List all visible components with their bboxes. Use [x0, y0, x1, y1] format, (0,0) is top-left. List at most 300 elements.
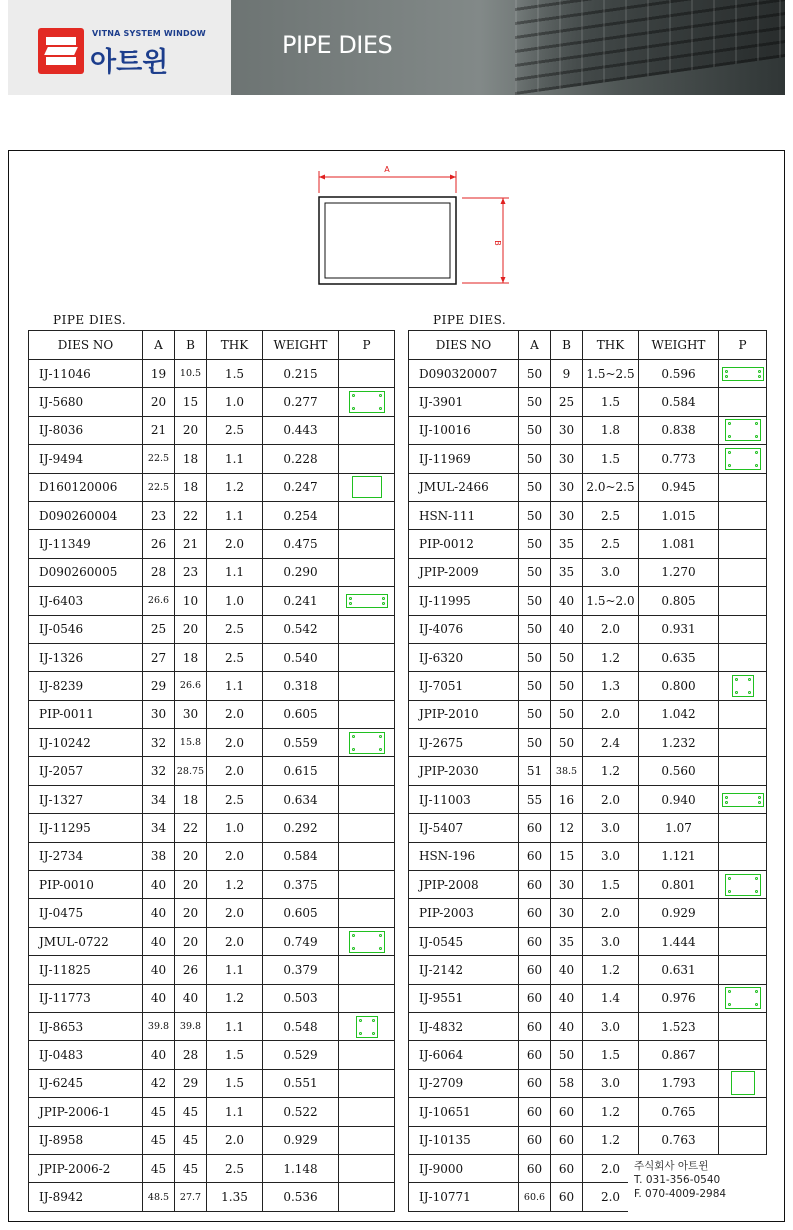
profile-cell: [339, 643, 395, 671]
dies-no-cell: IJ-2709: [409, 1069, 519, 1097]
logo-subtitle: VITNA SYSTEM WINDOW: [92, 29, 206, 38]
weight-cell: 1.270: [639, 558, 719, 586]
b-cell: 50: [551, 643, 583, 671]
weight-cell: 0.443: [263, 416, 339, 444]
table-row: [29, 360, 395, 388]
table-row: [409, 899, 767, 927]
pipe-dimension-diagram: [314, 161, 514, 286]
thk-cell: 2.0~2.5: [583, 473, 639, 501]
a-cell: 60: [519, 927, 551, 955]
a-cell: 60.6: [519, 1183, 551, 1211]
a-cell: 60: [519, 814, 551, 842]
a-cell: 27: [143, 643, 175, 671]
weight-cell: 0.584: [263, 842, 339, 870]
dies-no-cell: IJ-11825: [29, 956, 143, 984]
table-row: [409, 615, 767, 643]
weight-cell: 0.596: [639, 360, 719, 388]
a-cell: 60: [519, 1098, 551, 1126]
table-row: [29, 1041, 395, 1069]
pipe-profile-icon: [349, 931, 385, 953]
thk-cell: 2.0: [583, 700, 639, 728]
a-cell: 22.5: [143, 473, 175, 501]
b-cell: 30: [551, 445, 583, 473]
thk-cell: 2.5: [583, 501, 639, 529]
table-row: [29, 1183, 395, 1211]
weight-cell: 0.548: [263, 1012, 339, 1040]
b-cell: 40: [551, 615, 583, 643]
header-a: A: [143, 331, 175, 360]
table-row: [409, 785, 767, 813]
thk-cell: 2.0: [207, 757, 263, 785]
dies-no-cell: IJ-6245: [29, 1069, 143, 1097]
a-cell: 40: [143, 927, 175, 955]
thk-cell: 2.0: [207, 842, 263, 870]
header-dies-no: DIES NO: [409, 331, 519, 360]
thk-cell: 2.0: [583, 899, 639, 927]
dies-no-cell: D090320007: [409, 360, 519, 388]
b-cell: 20: [175, 871, 207, 899]
profile-cell: [719, 1041, 767, 1069]
thk-cell: 2.0: [207, 729, 263, 757]
company-name: 주식회사 아트윈: [634, 1160, 709, 1172]
thk-cell: 1.2: [207, 473, 263, 501]
b-cell: 50: [551, 729, 583, 757]
header-thk: THK: [583, 331, 639, 360]
thk-cell: 1.1: [207, 956, 263, 984]
table-row: [29, 956, 395, 984]
company-contact: [628, 1155, 768, 1215]
table-row: [409, 643, 767, 671]
table-row: [29, 530, 395, 558]
table-row: [409, 1069, 767, 1097]
table-row: [409, 871, 767, 899]
b-cell: 15: [551, 842, 583, 870]
dies-no-cell: IJ-11349: [29, 530, 143, 558]
dies-no-cell: IJ-6320: [409, 643, 519, 671]
weight-cell: 0.379: [263, 956, 339, 984]
b-cell: 10: [175, 587, 207, 615]
a-cell: 32: [143, 729, 175, 757]
a-cell: 50: [519, 473, 551, 501]
a-cell: 60: [519, 1069, 551, 1097]
weight-cell: 1.793: [639, 1069, 719, 1097]
profile-cell: [339, 530, 395, 558]
b-cell: 15: [175, 388, 207, 416]
weight-cell: 0.801: [639, 871, 719, 899]
profile-cell: [339, 814, 395, 842]
profile-cell: [719, 643, 767, 671]
table-row: [29, 1012, 395, 1040]
weight-cell: 0.529: [263, 1041, 339, 1069]
a-cell: 50: [519, 558, 551, 586]
weight-cell: 0.536: [263, 1183, 339, 1211]
thk-cell: 1.2: [583, 1126, 639, 1154]
a-cell: 50: [519, 615, 551, 643]
a-cell: 50: [519, 587, 551, 615]
dies-no-cell: JPIP-2010: [409, 700, 519, 728]
a-cell: 50: [519, 416, 551, 444]
weight-cell: 1.081: [639, 530, 719, 558]
thk-cell: 2.0: [207, 1126, 263, 1154]
weight-cell: 0.542: [263, 615, 339, 643]
weight-cell: 0.318: [263, 672, 339, 700]
thk-cell: 1.2: [583, 757, 639, 785]
weight-cell: 1.042: [639, 700, 719, 728]
dies-no-cell: D090260005: [29, 558, 143, 586]
dies-no-cell: PIP-2003: [409, 899, 519, 927]
thk-cell: 2.0: [583, 1154, 639, 1182]
thk-cell: 2.0: [207, 927, 263, 955]
b-cell: 26: [175, 956, 207, 984]
table-row: [29, 757, 395, 785]
b-cell: 30: [551, 501, 583, 529]
a-cell: 42: [143, 1069, 175, 1097]
thk-cell: 2.0: [207, 899, 263, 927]
table-row: [409, 1012, 767, 1040]
profile-cell: [719, 672, 767, 700]
pipe-profile-icon: [725, 448, 761, 470]
dies-no-cell: IJ-4832: [409, 1012, 519, 1040]
pipe-profile-icon: [356, 1016, 378, 1038]
thk-cell: 1.5: [207, 1069, 263, 1097]
profile-cell: [339, 587, 395, 615]
profile-cell: [719, 416, 767, 444]
profile-cell: [719, 587, 767, 615]
a-cell: 60: [519, 1126, 551, 1154]
a-cell: 50: [519, 388, 551, 416]
thk-cell: 1.1: [207, 501, 263, 529]
dies-no-cell: D090260004: [29, 501, 143, 529]
dies-no-cell: JPIP-2030: [409, 757, 519, 785]
banner: [231, 0, 785, 95]
a-cell: 60: [519, 842, 551, 870]
dies-no-cell: IJ-11046: [29, 360, 143, 388]
profile-cell: [719, 899, 767, 927]
table-row: [409, 672, 767, 700]
pipe-profile-icon: [732, 675, 754, 697]
thk-cell: 1.35: [207, 1183, 263, 1211]
a-cell: 50: [519, 672, 551, 700]
profile-cell: [339, 785, 395, 813]
profile-cell: [719, 984, 767, 1012]
b-cell: 60: [551, 1154, 583, 1182]
thk-cell: 3.0: [583, 558, 639, 586]
thk-cell: 1.0: [207, 814, 263, 842]
table-row: [409, 729, 767, 757]
profile-cell: [719, 1126, 767, 1154]
thk-cell: 3.0: [583, 1069, 639, 1097]
profile-cell: [339, 473, 395, 501]
b-cell: 12: [551, 814, 583, 842]
table-row: [29, 700, 395, 728]
dies-no-cell: IJ-3901: [409, 388, 519, 416]
a-cell: 60: [519, 984, 551, 1012]
dies-no-cell: IJ-2734: [29, 842, 143, 870]
dies-no-cell: IJ-0483: [29, 1041, 143, 1069]
table-row: [29, 558, 395, 586]
weight-cell: 0.976: [639, 984, 719, 1012]
profile-cell: [339, 871, 395, 899]
dies-no-cell: IJ-1327: [29, 785, 143, 813]
weight-cell: 1.523: [639, 1012, 719, 1040]
dies-no-cell: IJ-11295: [29, 814, 143, 842]
weight-cell: 0.805: [639, 587, 719, 615]
table-row: [409, 927, 767, 955]
dies-no-cell: PIP-0010: [29, 871, 143, 899]
header-b: B: [175, 331, 207, 360]
weight-cell: 1.148: [263, 1154, 339, 1182]
weight-cell: 0.929: [263, 1126, 339, 1154]
b-cell: 40: [175, 984, 207, 1012]
thk-cell: 2.5: [207, 785, 263, 813]
b-cell: 30: [175, 700, 207, 728]
b-cell: 58: [551, 1069, 583, 1097]
dies-no-cell: IJ-10651: [409, 1098, 519, 1126]
a-cell: 22.5: [143, 445, 175, 473]
weight-cell: 0.215: [263, 360, 339, 388]
thk-cell: 2.5: [207, 416, 263, 444]
a-cell: 40: [143, 956, 175, 984]
dies-no-cell: IJ-5407: [409, 814, 519, 842]
dies-no-cell: IJ-0546: [29, 615, 143, 643]
profile-cell: [719, 814, 767, 842]
page-title: PIPE DIES: [282, 31, 393, 59]
profile-cell: [339, 1183, 395, 1211]
header-a: A: [519, 331, 551, 360]
dies-no-cell: IJ-11969: [409, 445, 519, 473]
profile-cell: [719, 757, 767, 785]
weight-cell: 0.635: [639, 643, 719, 671]
b-cell: 35: [551, 530, 583, 558]
thk-cell: 3.0: [583, 927, 639, 955]
b-cell: 18: [175, 643, 207, 671]
right-section-title: PIPE DIES.: [433, 313, 507, 327]
b-cell: 28.75: [175, 757, 207, 785]
a-cell: 28: [143, 558, 175, 586]
pipe-profile-icon: [725, 987, 761, 1009]
a-cell: 23: [143, 501, 175, 529]
a-cell: 60: [519, 1154, 551, 1182]
header-weight: WEIGHT: [263, 331, 339, 360]
weight-cell: 0.838: [639, 416, 719, 444]
table-row: [409, 984, 767, 1012]
a-cell: 60: [519, 899, 551, 927]
a-cell: 40: [143, 871, 175, 899]
a-cell: 19: [143, 360, 175, 388]
a-cell: 39.8: [143, 1012, 175, 1040]
table-row: [29, 473, 395, 501]
thk-cell: 1.5: [583, 871, 639, 899]
thk-cell: 1.2: [583, 956, 639, 984]
weight-cell: 0.634: [263, 785, 339, 813]
header-p: P: [719, 331, 767, 360]
weight-cell: 0.247: [263, 473, 339, 501]
b-cell: 18: [175, 445, 207, 473]
thk-cell: 1.5~2.0: [583, 587, 639, 615]
diagram-label-b: B: [493, 240, 502, 246]
weight-cell: 0.631: [639, 956, 719, 984]
dies-no-cell: IJ-8942: [29, 1183, 143, 1211]
weight-cell: 0.940: [639, 785, 719, 813]
table-row: [29, 388, 395, 416]
weight-cell: 0.292: [263, 814, 339, 842]
left-section-title: PIPE DIES.: [53, 313, 127, 327]
thk-cell: 1.5: [207, 360, 263, 388]
table-row: [29, 615, 395, 643]
left-dies-table: [28, 330, 395, 1212]
table-row: [29, 1098, 395, 1126]
weight-cell: 0.475: [263, 530, 339, 558]
b-cell: 40: [551, 956, 583, 984]
thk-cell: 1.3: [583, 672, 639, 700]
weight-cell: 0.605: [263, 700, 339, 728]
a-cell: 25: [143, 615, 175, 643]
b-cell: 16: [551, 785, 583, 813]
weight-cell: 0.867: [639, 1041, 719, 1069]
weight-cell: 0.559: [263, 729, 339, 757]
thk-cell: 2.5: [207, 1154, 263, 1182]
b-cell: 20: [175, 927, 207, 955]
building-photo: [515, 0, 785, 95]
thk-cell: 1.5: [207, 1041, 263, 1069]
dies-no-cell: IJ-4076: [409, 615, 519, 643]
table-header-row: [409, 331, 767, 360]
profile-cell: [719, 871, 767, 899]
profile-cell: [719, 501, 767, 529]
dies-no-cell: IJ-10135: [409, 1126, 519, 1154]
profile-cell: [719, 1069, 767, 1097]
right-dies-table: [408, 330, 767, 1212]
dies-no-cell: IJ-9000: [409, 1154, 519, 1182]
dies-no-cell: IJ-0475: [29, 899, 143, 927]
weight-cell: 0.605: [263, 899, 339, 927]
pipe-profile-icon: [346, 594, 388, 608]
dies-no-cell: IJ-2675: [409, 729, 519, 757]
weight-cell: 0.763: [639, 1126, 719, 1154]
logo-mark-icon: [38, 28, 84, 74]
table-row: [409, 388, 767, 416]
weight-cell: 0.931: [639, 615, 719, 643]
a-cell: 29: [143, 672, 175, 700]
dies-no-cell: JMUL-0722: [29, 927, 143, 955]
b-cell: 50: [551, 1041, 583, 1069]
profile-cell: [719, 927, 767, 955]
b-cell: 27.7: [175, 1183, 207, 1211]
b-cell: 40: [551, 587, 583, 615]
thk-cell: 2.0: [207, 700, 263, 728]
profile-cell: [339, 388, 395, 416]
profile-cell: [339, 927, 395, 955]
profile-cell: [339, 501, 395, 529]
dies-no-cell: IJ-6403: [29, 587, 143, 615]
weight-cell: 0.584: [639, 388, 719, 416]
thk-cell: 1.5: [583, 1041, 639, 1069]
profile-cell: [719, 842, 767, 870]
thk-cell: 2.0: [583, 615, 639, 643]
b-cell: 45: [175, 1126, 207, 1154]
dies-no-cell: IJ-8239: [29, 672, 143, 700]
profile-cell: [339, 1069, 395, 1097]
profile-cell: [339, 899, 395, 927]
dies-no-cell: JMUL-2466: [409, 473, 519, 501]
b-cell: 9: [551, 360, 583, 388]
a-cell: 40: [143, 1041, 175, 1069]
b-cell: 22: [175, 814, 207, 842]
table-row: [409, 757, 767, 785]
weight-cell: 0.560: [639, 757, 719, 785]
table-row: [409, 501, 767, 529]
b-cell: 45: [175, 1154, 207, 1182]
b-cell: 50: [551, 700, 583, 728]
profile-cell: [719, 558, 767, 586]
a-cell: 34: [143, 814, 175, 842]
table-header-row: [29, 331, 395, 360]
dies-no-cell: IJ-8653: [29, 1012, 143, 1040]
header-p: P: [339, 331, 395, 360]
header-weight: WEIGHT: [639, 331, 719, 360]
dies-no-cell: IJ-0545: [409, 927, 519, 955]
table-row: [29, 643, 395, 671]
weight-cell: 0.254: [263, 501, 339, 529]
dies-no-cell: IJ-11773: [29, 984, 143, 1012]
pipe-profile-icon: [725, 419, 761, 441]
table-row: [29, 984, 395, 1012]
profile-cell: [339, 1041, 395, 1069]
profile-cell: [339, 842, 395, 870]
a-cell: 51: [519, 757, 551, 785]
b-cell: 20: [175, 416, 207, 444]
dies-no-cell: PIP-0011: [29, 700, 143, 728]
weight-cell: 0.522: [263, 1098, 339, 1126]
weight-cell: 0.228: [263, 445, 339, 473]
table-row: [29, 899, 395, 927]
b-cell: 45: [175, 1098, 207, 1126]
table-row: [409, 842, 767, 870]
thk-cell: 1.1: [207, 672, 263, 700]
b-cell: 60: [551, 1098, 583, 1126]
thk-cell: 1.1: [207, 445, 263, 473]
thk-cell: 2.5: [583, 530, 639, 558]
thk-cell: 1.2: [207, 871, 263, 899]
a-cell: 26.6: [143, 587, 175, 615]
b-cell: 39.8: [175, 1012, 207, 1040]
profile-cell: [719, 615, 767, 643]
b-cell: 30: [551, 416, 583, 444]
thk-cell: 1.8: [583, 416, 639, 444]
table-row: [409, 558, 767, 586]
b-cell: 21: [175, 530, 207, 558]
table-row: [29, 1069, 395, 1097]
thk-cell: 3.0: [583, 842, 639, 870]
a-cell: 50: [519, 501, 551, 529]
b-cell: 15.8: [175, 729, 207, 757]
weight-cell: 0.551: [263, 1069, 339, 1097]
pipe-profile-icon: [722, 793, 764, 807]
content-frame: [8, 150, 785, 1222]
a-cell: 45: [143, 1098, 175, 1126]
a-cell: 60: [519, 1012, 551, 1040]
dies-no-cell: IJ-9494: [29, 445, 143, 473]
dies-no-cell: D160120006: [29, 473, 143, 501]
thk-cell: 1.2: [583, 1098, 639, 1126]
weight-cell: 0.945: [639, 473, 719, 501]
weight-cell: 0.765: [639, 1098, 719, 1126]
header-dies-no: DIES NO: [29, 331, 143, 360]
weight-cell: 0.540: [263, 643, 339, 671]
dies-no-cell: IJ-10242: [29, 729, 143, 757]
a-cell: 50: [519, 445, 551, 473]
table-row: [29, 842, 395, 870]
